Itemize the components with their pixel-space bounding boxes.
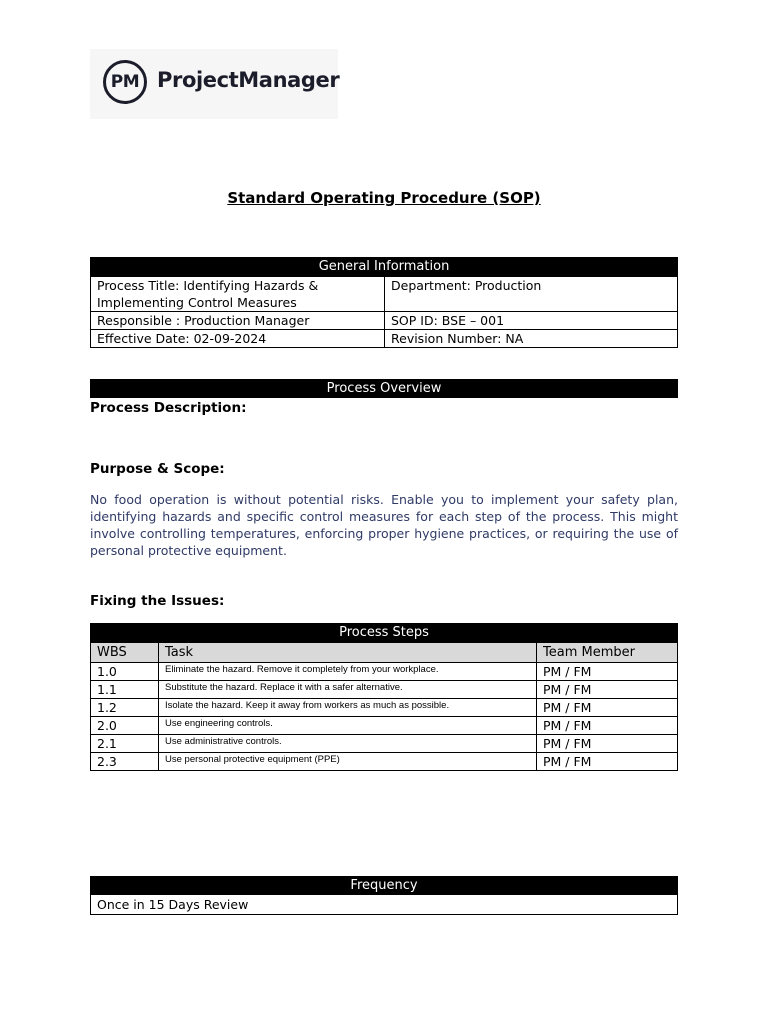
team-member-cell: PM / FM [537, 663, 678, 681]
wbs-cell: 2.3 [91, 753, 159, 771]
wbs-cell: 1.2 [91, 699, 159, 717]
wbs-cell: 1.1 [91, 681, 159, 699]
team-member-cell: PM / FM [537, 681, 678, 699]
sop-id-cell: SOP ID: BSE – 001 [385, 312, 678, 330]
fixing-heading: Fixing the Issues: [90, 593, 225, 609]
logo-name: ProjectManager [157, 68, 340, 92]
purpose-heading: Purpose & Scope: [90, 461, 225, 477]
logo [90, 49, 338, 119]
responsible-cell: Responsible : Production Manager [91, 312, 385, 330]
task-cell: Use administrative controls. [159, 735, 537, 753]
task-cell: Substitute the hazard. Replace it with a safer alternative. [159, 681, 537, 699]
process-overview-header: Process Overview [90, 379, 678, 398]
frequency-header: Frequency [90, 876, 678, 895]
task-cell: Isolate the hazard. Keep it away from workers as much as possible. [159, 699, 537, 717]
task-cell: Use engineering controls. [159, 717, 537, 735]
table-row [91, 330, 678, 348]
task-cell: Use personal protective equipment (PPE) [159, 753, 537, 771]
column-header-task: Task [159, 643, 537, 663]
document-title: Standard Operating Procedure (SOP) [227, 189, 541, 207]
task-cell: Eliminate the hazard. Remove it completely from your workplace. [159, 663, 537, 681]
logo-mark: PM [103, 60, 147, 104]
purpose-text: No food operation is without potential risks. Enable you to implement your safety plan, identifying hazards and specific control measures for each step of the process. This might involve controlling temperatures, enforcing proper hygiene practices, or requiring the use of personal protective equipment. [90, 492, 678, 558]
column-header-wbs: WBS [91, 643, 159, 663]
process-steps-table [90, 642, 678, 771]
revision-cell: Revision Number: NA [385, 330, 678, 348]
table-row [91, 663, 678, 681]
process-description-heading: Process Description: [90, 400, 247, 416]
column-header-team-member: Team Member [537, 643, 678, 663]
process-steps-header: Process Steps [90, 623, 678, 642]
table-row [91, 312, 678, 330]
effective-date-cell: Effective Date: 02-09-2024 [91, 330, 385, 348]
table-header-row [91, 643, 678, 663]
team-member-cell: PM / FM [537, 699, 678, 717]
table-row [91, 699, 678, 717]
wbs-cell: 2.0 [91, 717, 159, 735]
table-row [91, 681, 678, 699]
frequency-value: Once in 15 Days Review [90, 895, 678, 915]
team-member-cell: PM / FM [537, 735, 678, 753]
team-member-cell: PM / FM [537, 753, 678, 771]
wbs-cell: 2.1 [91, 735, 159, 753]
process-title-cell: Process Title: Identifying Hazards & Implementing Control Measures [91, 277, 385, 312]
general-info-table [90, 276, 678, 348]
general-info-header: General Information [90, 257, 678, 276]
table-row [91, 735, 678, 753]
table-row [91, 277, 678, 312]
wbs-cell: 1.0 [91, 663, 159, 681]
department-cell: Department: Production [385, 277, 678, 312]
table-row [91, 753, 678, 771]
team-member-cell: PM / FM [537, 717, 678, 735]
table-row [91, 717, 678, 735]
